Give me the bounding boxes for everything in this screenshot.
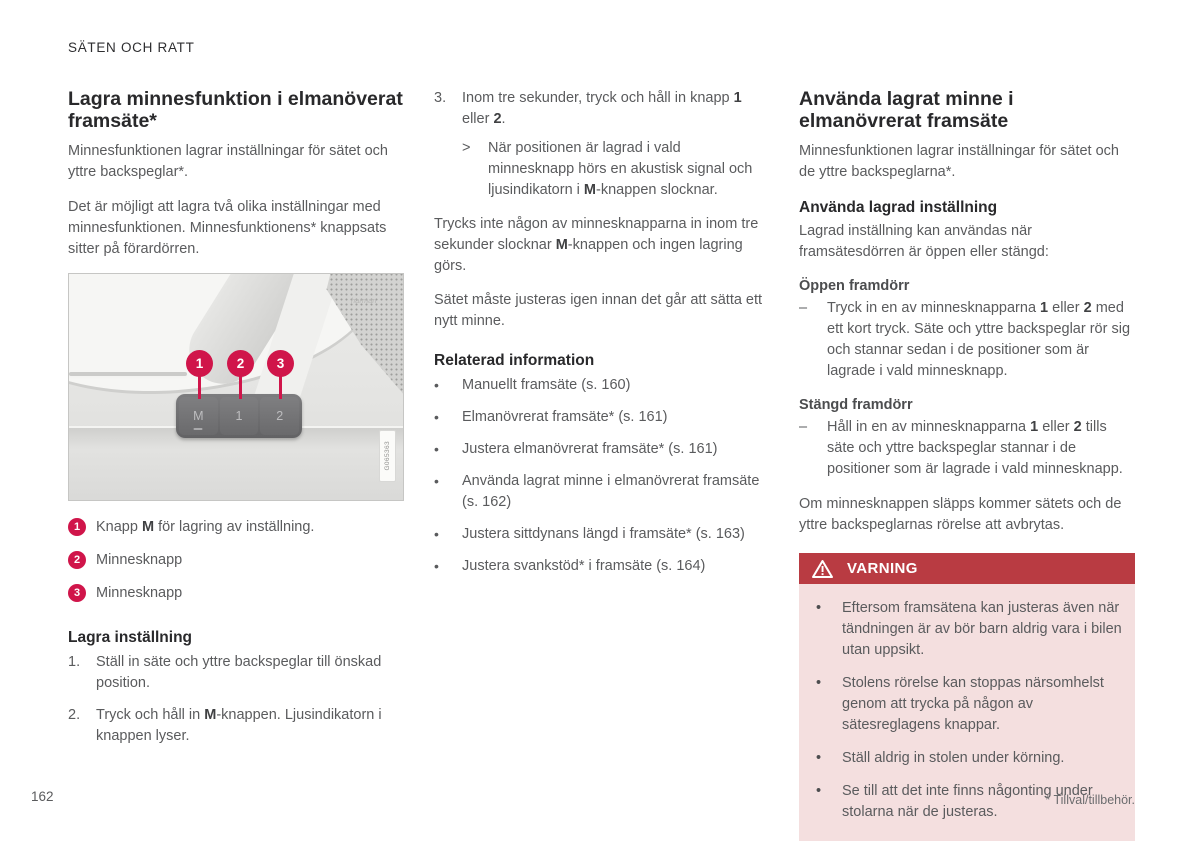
related-link-text[interactable]: Elmanövrerat framsäte* (s. 161) bbox=[462, 409, 668, 425]
step-number: 1. bbox=[68, 654, 81, 670]
step-text: Inom tre sekunder, tryck och håll in knapp 1 eller 2. bbox=[462, 90, 742, 127]
figure-id-label: G065363 bbox=[384, 441, 391, 471]
related-link-text[interactable]: Justera svankstöd* i framsäte (s. 164) bbox=[462, 558, 706, 574]
related-link-item[interactable] bbox=[434, 471, 770, 513]
bullet-marker: • bbox=[816, 675, 822, 691]
step-text: Tryck och håll in M-knappen. Ljusindikatorn i knappen lyser. bbox=[96, 707, 382, 744]
subheading-related-information: Relaterad information bbox=[434, 352, 595, 369]
paragraph-timeout: Trycks inte någon av minnesknapparna in inom tre sekunder slocknar M-knappen och ingen lagring görs. bbox=[434, 216, 759, 274]
step-result bbox=[434, 138, 770, 201]
article-title-use-memory: Använda lagrat minne i elmanövrerat framsäte bbox=[799, 88, 1014, 132]
memory-button-1 bbox=[220, 397, 259, 435]
door-trim-line bbox=[69, 372, 187, 376]
bullet-marker: • bbox=[434, 377, 439, 393]
result-marker: > bbox=[462, 140, 471, 156]
related-link-item[interactable] bbox=[434, 439, 770, 460]
related-link-item[interactable] bbox=[434, 375, 770, 396]
callout-legend-item bbox=[68, 550, 404, 571]
bullet-marker: • bbox=[434, 473, 439, 489]
warning-triangle-icon bbox=[811, 559, 834, 579]
callout-badge-2: 2 bbox=[68, 551, 86, 569]
columns bbox=[68, 88, 1135, 841]
related-link-text[interactable]: Justera elmanövrerat framsäte* (s. 161) bbox=[462, 441, 718, 457]
related-link-text[interactable]: Justera sittdynans längd i framsäte* (s. 163) bbox=[462, 526, 745, 542]
callout-badge-3: 3 bbox=[68, 584, 86, 602]
callout-text-2: Minnesknapp bbox=[96, 552, 183, 568]
subheading-use-setting: Använda lagrad inställning bbox=[799, 199, 998, 216]
dash-marker: – bbox=[799, 419, 808, 435]
paragraph-store-intro: Det är möjligt att lagra två olika inställningar med minnesfunktionen. Minnesfunktionens* knappsats sitter på förardörren. bbox=[68, 199, 387, 257]
warning-item bbox=[799, 748, 1125, 769]
paragraph-release: Om minnesknappen släpps kommer sätets och de yttre backspeglarnas rörelse att avbrytas. bbox=[799, 496, 1122, 533]
speaker-brand-label: harman bbox=[351, 296, 377, 305]
column-left bbox=[68, 88, 404, 841]
memory-button-panel bbox=[176, 394, 302, 438]
warning-item bbox=[799, 673, 1125, 736]
callout-stem-3 bbox=[279, 376, 282, 399]
bullet-marker: • bbox=[816, 783, 822, 799]
callout-badge-1: 1 bbox=[68, 518, 86, 536]
callout-stem-2 bbox=[239, 376, 242, 399]
warning-item bbox=[799, 598, 1125, 661]
subheading-open-door: Öppen framdörr bbox=[799, 278, 910, 294]
step-number: 3. bbox=[434, 90, 447, 106]
callout-legend-item bbox=[68, 517, 404, 538]
warning-item-text: Eftersom framsätena kan justeras även när tändningen är av bör barn aldrig vara i bilen utan uppsikt. bbox=[842, 600, 1122, 658]
figure-id-tag bbox=[379, 430, 396, 482]
bullet-marker: • bbox=[816, 600, 822, 616]
dash-item-open-door bbox=[799, 298, 1135, 382]
option-footnote: * Tillval/tillbehör. bbox=[1045, 793, 1135, 807]
article-title-store-memory: Lagra minnesfunktion i elmanöverat framsäte* bbox=[68, 88, 403, 132]
bullet-marker: • bbox=[434, 409, 439, 425]
column-middle bbox=[434, 88, 770, 841]
paragraph-readjust: Sätet måste justeras igen innan det går att sätta ett nytt minne. bbox=[434, 292, 763, 329]
callout-text-3: Minnesknapp bbox=[96, 585, 183, 601]
warning-title: VARNING bbox=[847, 560, 918, 577]
step-text: Ställ in säte och yttre backspeglar till önskad position. bbox=[96, 654, 382, 691]
memory-button-m bbox=[179, 397, 218, 435]
warning-header bbox=[799, 553, 1135, 584]
related-link-item[interactable] bbox=[434, 524, 770, 545]
figure-callout-2: 2 bbox=[227, 350, 254, 377]
step-number: 2. bbox=[68, 707, 81, 723]
figure-callout-1: 1 bbox=[186, 350, 213, 377]
subheading-store-setting: Lagra inställning bbox=[68, 629, 193, 646]
callout-stem-1 bbox=[198, 376, 201, 399]
bullet-marker: • bbox=[434, 441, 439, 457]
memory-button-2-label: 2 bbox=[276, 408, 284, 423]
door-panel-illustration bbox=[68, 273, 404, 501]
warning-item-text: Stolens rörelse kan stoppas närsomhelst genom att trycka på någon av sätesreglagens knappar. bbox=[842, 675, 1104, 733]
lead-paragraph: Minnesfunktionen lagrar inställningar för sätet och yttre backspeglar*. bbox=[68, 143, 388, 180]
memory-button-m-label: M bbox=[193, 408, 204, 423]
result-text: När positionen är lagrad i vald minnesknapp hörs en akustisk signal och ljusindikatorn i M-knappen slocknar. bbox=[488, 140, 753, 198]
bullet-marker: • bbox=[434, 526, 439, 542]
dash-item-text: Håll in en av minnesknapparna 1 eller 2 tills säte och yttre backspeglar stannar i de positioner som är lagrade i vald minnesknapp. bbox=[827, 419, 1123, 477]
ordered-step bbox=[68, 652, 404, 694]
memory-button-1-label: 1 bbox=[235, 408, 243, 423]
callout-legend-item bbox=[68, 583, 404, 604]
page-number: 162 bbox=[31, 789, 54, 804]
callout-text-1: Knapp M för lagring av inställning. bbox=[96, 519, 315, 535]
memory-button-led bbox=[194, 428, 203, 431]
related-link-item[interactable] bbox=[434, 407, 770, 428]
bullet-marker: • bbox=[434, 558, 439, 574]
lead-paragraph: Minnesfunktionen lagrar inställningar för sätet och de yttre backspeglarna*. bbox=[799, 143, 1119, 180]
related-link-text[interactable]: Använda lagrat minne i elmanövrerat framsäte (s. 162) bbox=[462, 473, 760, 510]
column-right bbox=[799, 88, 1135, 841]
paragraph-use-intro: Lagrad inställning kan användas när framsätesdörren är öppen eller stängd: bbox=[799, 223, 1049, 260]
figure-callout-3: 3 bbox=[267, 350, 294, 377]
ordered-step bbox=[434, 88, 770, 130]
running-header: SÄTEN OCH RATT bbox=[68, 40, 195, 55]
bullet-marker: • bbox=[816, 750, 822, 766]
dash-item-text: Tryck in en av minnesknapparna 1 eller 2 med ett kort tryck. Säte och yttre backspeglar rör sig och stannar sedan i de positioner som är lagrade i vald minnesknapp. bbox=[827, 300, 1131, 379]
dash-marker: – bbox=[799, 300, 808, 316]
warning-item-text: Ställ aldrig in stolen under körning. bbox=[842, 750, 1065, 766]
warning-item-text: Se till att det inte finns någonting under stolarna när de justeras. bbox=[842, 783, 1093, 820]
related-link-item[interactable] bbox=[434, 556, 770, 577]
ordered-step bbox=[68, 705, 404, 747]
related-link-text[interactable]: Manuellt framsäte (s. 160) bbox=[462, 377, 631, 393]
dash-item-closed-door bbox=[799, 417, 1135, 480]
memory-button-2 bbox=[260, 397, 299, 435]
subheading-closed-door: Stängd framdörr bbox=[799, 397, 913, 413]
